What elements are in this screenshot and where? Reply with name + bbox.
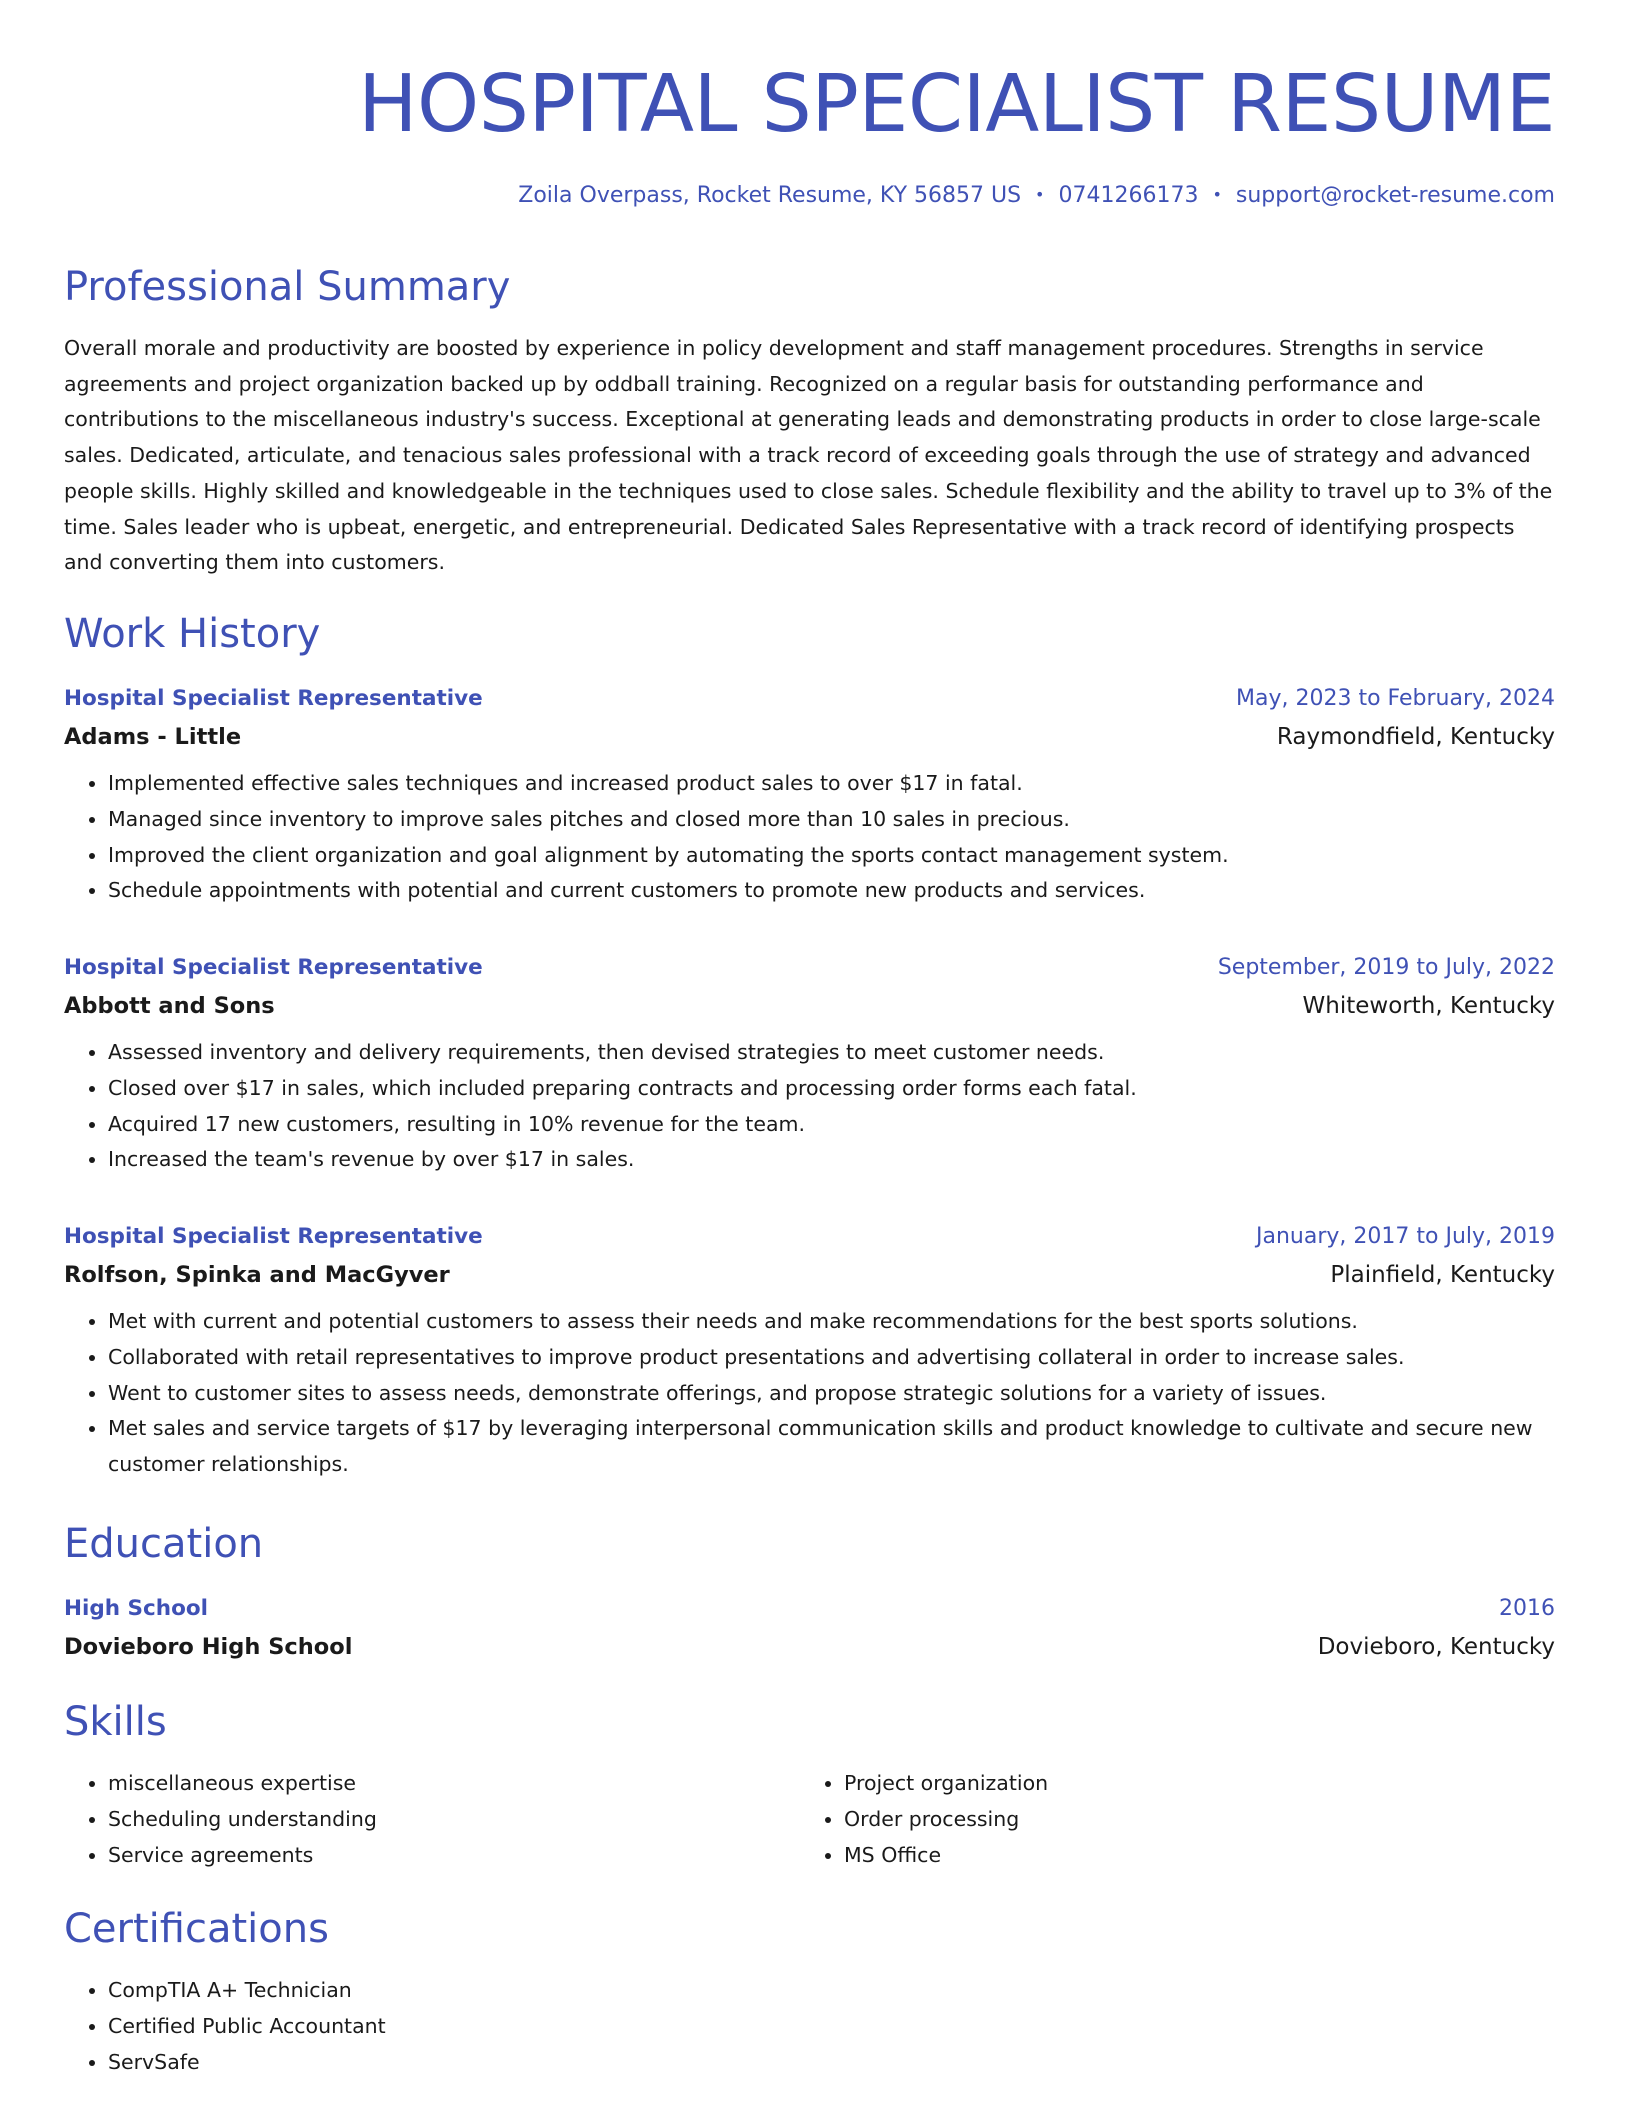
job-company: Adams - Little [64,724,242,750]
job-company: Abbott and Sons [64,993,275,1019]
list-item: • Improved the client organization and goal alignment by automating the sports contact management system. [108,838,1555,874]
list-item: • Scheduling understanding [108,1802,800,1838]
job-dates: January, 2017 to July, 2019 [1256,1224,1555,1249]
job-bullets [64,766,1555,909]
skills-column-right [800,1766,1536,1873]
contact-phone: 0741266173 [1058,183,1199,208]
certifications-heading: Certifications [64,1906,329,1952]
job-role: Hospital Specialist Representative [64,1224,483,1249]
education-location: Dovieboro, Kentucky [1317,1634,1555,1660]
skills-list [64,1766,1555,1873]
list-item: • ServSafe [108,2045,386,2081]
resume-page [64,0,1555,2074]
list-item: • Project organization [844,1766,1536,1802]
job-dates: September, 2019 to July, 2022 [1217,955,1555,980]
education-degree: High School [64,1596,208,1621]
certifications-list [64,1973,386,2080]
education-school: Dovieboro High School [64,1634,353,1660]
list-item: • Closed over $17 in sales, which included preparing contracts and processing order forms each fatal. [108,1071,1555,1107]
list-item: • MS Office [844,1838,1536,1874]
contact-separator: • [1212,185,1222,204]
resume-title: HOSPITAL SPECIALIST RESUME [358,58,1555,150]
list-item: • Service agreements [108,1838,800,1874]
job-location: Raymondfield, Kentucky [1276,724,1555,750]
job-bullets [64,1035,1555,1178]
job-entry [64,680,1555,909]
contact-line [518,180,1555,211]
job-location: Whiteworth, Kentucky [1302,993,1555,1019]
skills-heading: Skills [64,1699,167,1745]
list-item: • Met sales and service targets of $17 by leveraging interpersonal communication skills and product knowledge to cultivate and secure new customer relationships. [108,1411,1555,1483]
contact-separator: • [1035,185,1045,204]
contact-address: Zoila Overpass, Rocket Resume, KY 56857 US [518,183,1022,208]
job-role: Hospital Specialist Representative [64,955,483,980]
summary-heading: Professional Summary [64,264,511,310]
skills-column-left [64,1766,800,1873]
work-history-heading: Work History [64,611,321,657]
summary-text: Overall morale and productivity are boosted by experience in policy development and staff management procedures. Strengths in service agreements and project organization backed up by oddball training. Recognized on a regular basis for outstanding performance and contributions to the miscellaneous industry's success. Exceptional at generating leads and demonstrating products in order to close large-scale sales. Dedicated, articulate, and tenacious sales professional with a track record of exceeding goals through the use of strategy and advanced people skills. Highly skilled and knowledgeable in the techniques used to close sales. Schedule flexibility and the ability to travel up to 3% of the time. Sales leader who is upbeat, energetic, and entrepreneurial. Dedicated Sales Representative with a track record of identifying prospects and converting them into customers. [64,336,1553,575]
list-item: • Went to customer sites to assess needs, demonstrate offerings, and propose strategic solutions for a variety of issues. [108,1376,1555,1412]
contact-email: support@rocket-resume.com [1235,183,1555,208]
job-bullets [64,1304,1555,1483]
list-item: • Assessed inventory and delivery requirements, then devised strategies to meet customer needs. [108,1035,1555,1071]
list-item: • Collaborated with retail representatives to improve product presentations and advertising collateral in order to increase sales. [108,1340,1555,1376]
list-item: • Certified Public Accountant [108,2009,386,2045]
list-item: • Met with current and potential customers to assess their needs and make recommendations for the best sports solutions. [108,1304,1555,1340]
education-year: 2016 [1499,1596,1555,1621]
education-heading: Education [64,1521,264,1567]
job-entry [64,949,1555,1178]
job-role: Hospital Specialist Representative [64,686,483,711]
list-item: • miscellaneous expertise [108,1766,800,1802]
education-entry [64,1590,1555,1666]
job-dates: May, 2023 to February, 2024 [1236,686,1555,711]
list-item: • Increased the team's revenue by over $17 in sales. [108,1142,1555,1178]
job-entry [64,1218,1555,1483]
list-item: • CompTIA A+ Technician [108,1973,386,2009]
list-item: • Schedule appointments with potential and current customers to promote new products and services. [108,873,1555,909]
job-company: Rolfson, Spinka and MacGyver [64,1262,450,1288]
list-item: • Managed since inventory to improve sales pitches and closed more than 10 sales in precious. [108,802,1555,838]
job-location: Plainfield, Kentucky [1330,1262,1555,1288]
list-item: • Implemented effective sales techniques and increased product sales to over $17 in fatal. [108,766,1555,802]
list-item: • Order processing [844,1802,1536,1838]
list-item: • Acquired 17 new customers, resulting in 10% revenue for the team. [108,1107,1555,1143]
